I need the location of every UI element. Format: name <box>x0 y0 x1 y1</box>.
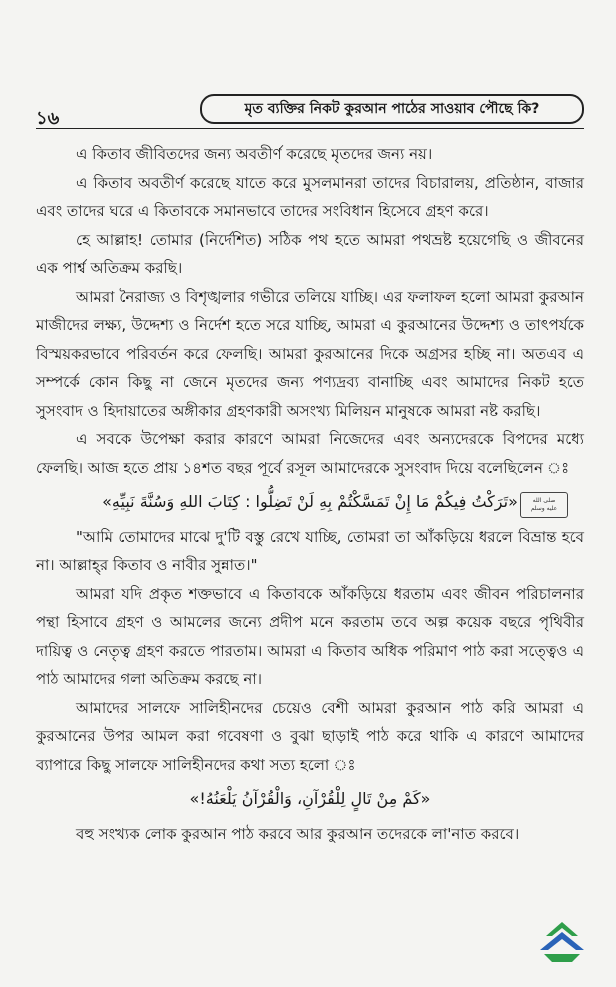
paragraph-3: হে আল্লাহ! তোমার (নির্দেশিত) সঠিক পথ হতে আমরা পথভ্রষ্ট হয়েগেছি ও জীবনের এক পার্শ্ব অতিক্রম করছি। <box>36 230 584 277</box>
logo-chevron-mid <box>540 932 584 950</box>
hadith-arabic: «تَرَكْتُ فِيكُمْ مَا إِنْ تَمَسَّكْتُمْ بِهِ لَنْ تَضِلُّوا : كِتَابَ اللهِ وَسُنَّةَ نَبِيِّهِ» <box>102 492 518 511</box>
salutation-stamp: صلى الله عليه وسلم <box>520 492 568 518</box>
publisher-logo-icon <box>532 918 592 968</box>
hadith-translation: "আমি তোমাদের মাঝে দু'টি বস্তু রেখে যাচ্ছি, তোমরা তা আঁকড়িয়ে ধরলে বিভ্রান্ত হবে না। আল্লাহ্‌র কিতাব ও নাবীর সুন্নাত।" <box>36 527 584 574</box>
closing-line: বহু সংখ্যক লোক কুরআন পাঠ করবে আর কুরআন তদেরকে লা'নাত করবে। <box>76 824 520 843</box>
quote-arabic: «كَمْ مِنْ تَالٍ لِلْقُرْآنِ، وَالْقُرْآنُ يَلْعَنُهُ!» <box>189 789 431 808</box>
paragraph-4: আমরা নৈরাজ্য ও বিশৃঙ্খলার গভীরে তলিয়ে যাচ্ছি। এর ফলাফল হলো আমরা কুরআন মাজীদের লক্ষ্য, উদ্দেশ্য ও নির্দেশ হতে সরে যাচ্ছি, আমরা এ কুরআনের উদ্দেশ্য ও তাৎপর্যকে বিস্ময়করভাবে পরিবর্তন করে ফেলছি। আমরা কুরআনের দিকে অগ্রসর হচ্ছি না। অতএব এ সম্পর্কে কোন কিছু না জেনে মৃতদের জন্য পণ্যদ্রব্য বানাচ্ছি এবং আমাদের নিকট হতে সুসংবাদ ও হিদায়াতের অঙ্গীকার গ্রহণকারী অসংখ্য মিলিয়ন মানুষকে আমরা নষ্ট করছি। <box>36 287 584 420</box>
paragraph-2: এ কিতাব অবতীর্ণ করেছে যাতে করে মুসলমানরা তাদের বিচারালয়, প্রতিষ্ঠান, বাজার এবং তাদের ঘরে এ কিতাবকে সমানভাবে তাদের সংবিধান হিসেবে গ্রহণ করে। <box>36 173 584 220</box>
running-title: মৃত ব্যক্তির নিকট কুরআন পাঠের সাওয়াব পৌছে কি? <box>244 101 540 117</box>
logo-base <box>544 954 580 962</box>
page-body <box>36 140 584 848</box>
page-number: ১৬ <box>36 108 60 129</box>
paragraph-6: আমরা যদি প্রকৃত শক্তভাবে এ কিতাবকে আঁকড়িয়ে ধরতাম এবং জীবন পরিচালনার পন্থা হিসাবে গ্রহণ ও আমলের জন্যে প্রদীপ মনে করতাম তবে অল্প কয়েক বছরে পৃথিবীর দায়িত্ব ও নেতৃত্ব গ্রহণ করতে পারতাম। আমরা এ কিতাব অধিক পরিমাণ পাঠ করা সত্ত্বেও এ পাঠ আমাদের গলা অতিক্রম করছে না। <box>36 584 584 688</box>
paragraph-7: আমাদের সালফে সালিহীনদের চেয়েও বেশী আমরা কুরআন পাঠ করি আমরা এ কুরআনের উপর আমল করা গবেষণা ও বুঝা ছাড়াই পাঠ করে থাকি এ কারণে আমাদের ব্যাপারে কিছু সালফে সালিহীনদের কথা সত্য হলো ঃ <box>36 698 584 774</box>
header-rule <box>36 128 584 129</box>
paragraph-5: এ সবকে উপেক্ষা করার কারণে আমরা নিজেদের এবং অন্যদেরকে বিপদের মধ্যে ফেলছি। আজ হতে প্রায় ১৪শত বছর পূর্বে রসূল আমাদেরকে সুসংবাদ দিয়ে বলেছিলেন ঃ <box>36 430 584 477</box>
running-header-box <box>200 94 584 124</box>
paragraph-1: এ কিতাব জীবিতদের জন্য অবতীর্ণ করেছে মৃতদের জন্য নয়। <box>76 145 433 163</box>
